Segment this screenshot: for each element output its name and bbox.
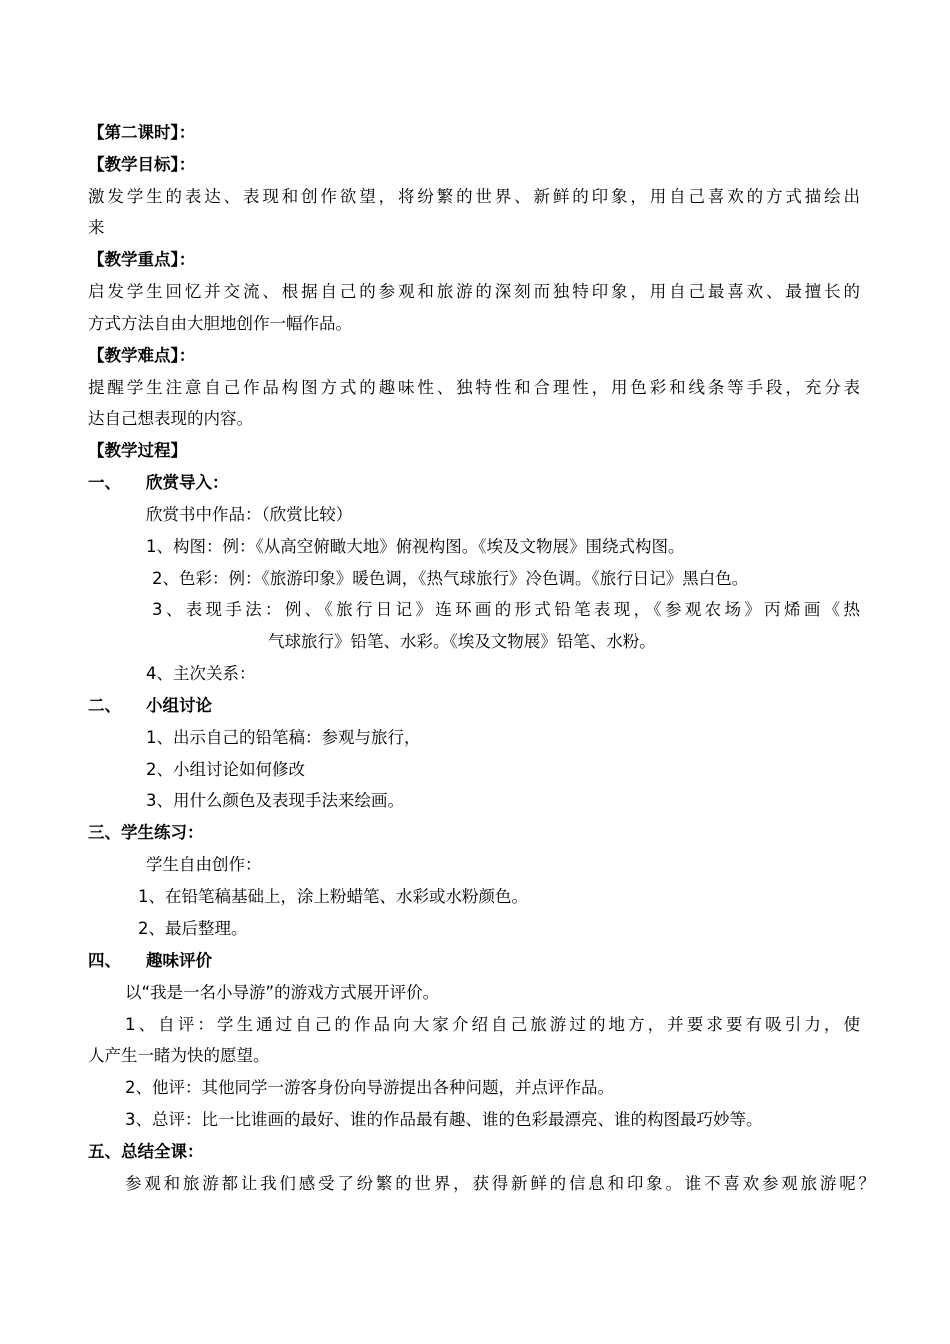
key-text-cont: 方式方法自由大胆地创作一幅作品。 [88,314,352,333]
section-1-title: 欣赏导入： [146,473,229,492]
section-3-item-1: 1、在铅笔稿基础上，涂上粉蜡笔、水彩或水粉颜色。 [138,887,528,906]
section-1-number: 一、 [88,473,121,492]
section-4-title: 趣味评价 [146,951,212,970]
section-4-number: 四、 [88,951,121,970]
section-1-item-2: 2、色彩：例：《旅游印象》暖色调，《热气球旅行》冷色调。《旅行日记》黑白色。 [152,569,749,588]
objective-text-cont: 来 [88,218,105,237]
objective-heading: 【教学目标】： [88,155,196,174]
section-2-title: 小组讨论 [146,696,212,715]
section-1-heading [88,472,229,494]
section-4-item-3: 3、总评：比一比谁画的最好、谁的作品最有趣、谁的色彩最漂亮、谁的构图最巧妙等。 [125,1110,763,1129]
difficulty-heading: 【教学难点】： [88,346,196,365]
process-heading: 【教学过程】 [88,441,187,460]
section-3-intro: 学生自由创作： [146,855,262,874]
section-1-intro: 欣赏书中作品：（欣赏比较） [146,505,353,524]
section-4-intro: 以“我是一名小导游”的游戏方式展开评价。 [125,983,440,1002]
section-2-number: 二、 [88,696,121,715]
section-3-heading: 三、学生练习： [88,823,204,842]
section-1-item-3: 3、表现手法：例、《旅行日记》连环画的形式铅笔表现，《参观农场》丙烯画《热 [152,600,860,619]
section-1-item-1: 1、构图：例：《从高空俯瞰大地》俯视构图。《埃及文物展》围绕式构图。 [146,537,685,556]
section-1-item-3-cont: 气球旅行》铅笔、水彩。《埃及文物展》铅笔、水粉。 [268,632,656,651]
section-1-item-4: 4、主次关系： [146,664,256,683]
key-text: 启发学生回忆并交流、根据自己的参观和旅游的深刻而独特印象，用自己最喜欢、最擅长的 [88,282,860,301]
section-5-heading: 五、总结全课： [88,1142,204,1161]
section-4-heading [88,950,212,972]
section-2-heading [88,695,212,717]
section-3-item-2: 2、最后整理。 [138,919,248,938]
section-4-item-1: 1、自评：学生通过自己的作品向大家介绍自己旅游过的地方，并要求要有吸引力，使 [125,1015,860,1034]
difficulty-text: 提醒学生注意自己作品构图方式的趣味性、独特性和合理性，用色彩和线条等手段，充分表 [88,378,860,397]
section-2-item-1: 1、出示自己的铅笔稿：参观与旅行， [146,728,421,747]
section-4-item-1-cont: 人产生一睹为快的愿望。 [88,1046,270,1065]
difficulty-text-cont: 达自己想表现的内容。 [88,409,253,428]
section-4-item-2: 2、他评：其他同学一游客身份向导游提出各种问题，并点评作品。 [125,1078,614,1097]
objective-text: 激发学生的表达、表现和创作欲望，将纷繁的世界、新鲜的印象，用自己喜欢的方式描绘出 [88,187,860,206]
key-heading: 【教学重点】： [88,250,196,269]
section-2-item-3: 3、用什么颜色及表现手法来绘画。 [146,791,404,810]
section-5-text: 参观和旅游都让我们感受了纷繁的世界，获得新鲜的信息和印象。谁不喜欢参观旅游呢？ [125,1174,875,1193]
section-2-item-2: 2、小组讨论如何修改 [146,760,305,779]
lesson-title: 【第二课时】： [88,123,196,142]
